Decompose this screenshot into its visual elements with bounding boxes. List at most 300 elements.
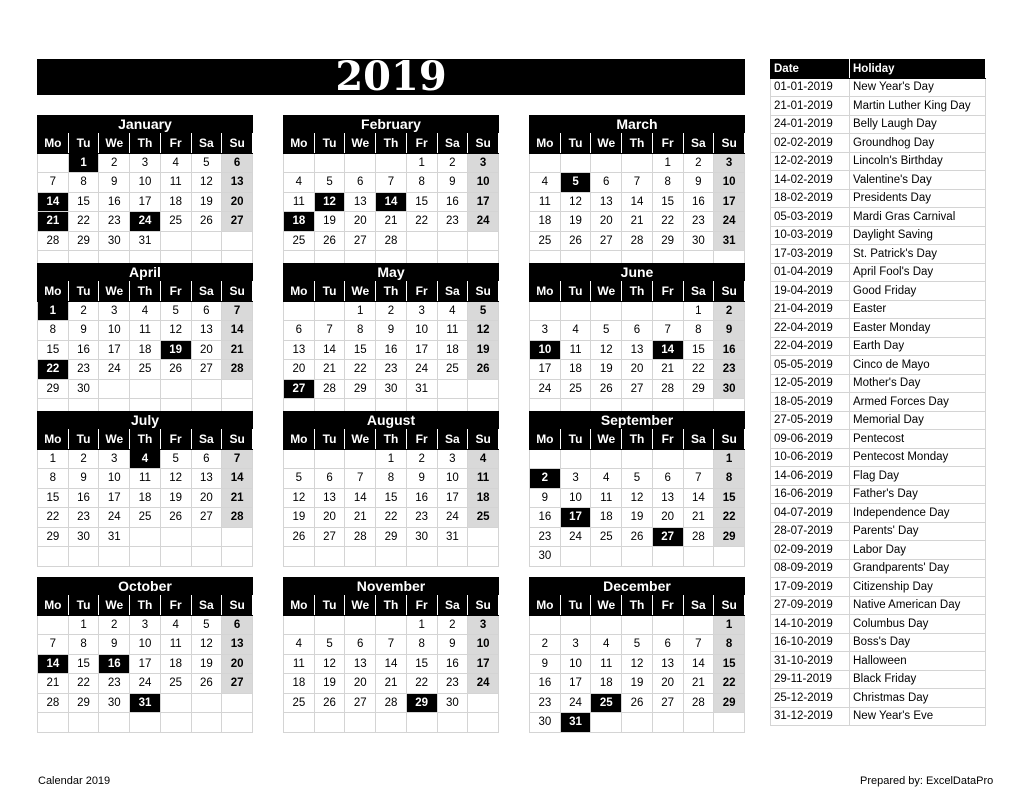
empty-cell [530,301,561,321]
week-row [38,379,253,399]
day-cell: 29 [683,379,714,399]
weekday-label: Th [622,134,653,154]
empty-cell [622,615,653,635]
day-cell: 26 [468,360,499,380]
day-cell: 12 [591,340,622,360]
holiday-row [771,485,986,504]
day-cell: 29 [68,693,99,713]
day-cell: 27 [622,379,653,399]
weekday-label: Fr [160,134,191,154]
empty-cell [191,713,222,733]
day-cell: 6 [191,301,222,321]
day-cell: 19 [468,340,499,360]
day-cell: 17 [468,192,499,212]
weekday-label: Tu [560,430,591,450]
holiday-date: 05-03-2019 [771,208,850,227]
day-cell: 28 [652,379,683,399]
empty-cell [284,547,315,567]
holiday-name: New Year's Eve [850,707,986,726]
day-cell: 9 [714,321,745,341]
weekday-label: Th [622,430,653,450]
week-row [530,379,745,399]
empty-cell [99,379,130,399]
day-cell: 3 [468,153,499,173]
day-cell: 14 [376,654,407,674]
day-cell: 7 [652,321,683,341]
day-cell: 25 [130,360,161,380]
month-grid [529,133,745,271]
weekday-label: Mo [530,596,561,616]
holiday-date: 01-01-2019 [771,78,850,97]
empty-cell [345,547,376,567]
day-cell: 5 [160,449,191,469]
day-cell: 17 [130,654,161,674]
day-cell: 30 [99,693,130,713]
day-cell: 16 [530,674,561,694]
day-cell: 3 [99,301,130,321]
empty-cell [191,527,222,547]
empty-cell [622,301,653,321]
holiday-name: April Fool's Day [850,263,986,282]
day-cell: 5 [160,301,191,321]
holiday-row [771,97,986,116]
day-cell: 28 [345,527,376,547]
weekday-label: Th [130,596,161,616]
week-row [284,449,499,469]
empty-cell [130,379,161,399]
week-row [284,469,499,489]
day-cell: 23 [530,693,561,713]
holiday-name: Black Friday [850,670,986,689]
day-cell: 1 [376,449,407,469]
day-cell: 21 [376,212,407,232]
day-cell: 7 [683,469,714,489]
weekday-header-row [38,430,253,450]
day-cell: 16 [530,508,561,528]
day-cell: 9 [68,321,99,341]
month-title: March [529,115,745,133]
empty-cell [530,615,561,635]
empty-cell [284,301,315,321]
empty-cell [38,153,69,173]
day-cell: 7 [376,635,407,655]
empty-cell [345,449,376,469]
holiday-name: Presidents Day [850,189,986,208]
holiday-name: Mother's Day [850,374,986,393]
holiday-name: Independence Day [850,504,986,523]
weekday-header-row [284,134,499,154]
day-cell: 3 [530,321,561,341]
day-cell: 21 [652,360,683,380]
day-cell: 20 [652,508,683,528]
day-cell: 7 [314,321,345,341]
holiday-row [771,633,986,652]
empty-cell [591,301,622,321]
day-cell: 29 [714,693,745,713]
day-cell: 24 [468,674,499,694]
weekday-label: Tu [314,430,345,450]
day-cell: 30 [530,713,561,733]
day-cell: 25 [130,508,161,528]
holiday-date: 29-11-2019 [771,670,850,689]
day-cell: 23 [530,527,561,547]
day-cell: 22 [714,674,745,694]
day-cell: 18 [160,192,191,212]
day-cell: 12 [560,192,591,212]
day-cell: 7 [622,173,653,193]
day-cell: 18 [130,340,161,360]
week-row [38,301,253,321]
week-row [530,469,745,489]
holiday-day-cell: 19 [160,340,191,360]
day-cell: 15 [38,488,69,508]
day-cell: 15 [406,654,437,674]
day-cell: 28 [38,693,69,713]
holiday-name: Columbus Day [850,615,986,634]
weekday-label: Fr [406,134,437,154]
day-cell: 11 [130,469,161,489]
weekday-label: Th [376,596,407,616]
day-cell: 1 [345,301,376,321]
day-cell: 13 [314,488,345,508]
day-cell: 22 [406,674,437,694]
day-cell: 1 [714,449,745,469]
holiday-date: 17-09-2019 [771,578,850,597]
empty-cell [376,153,407,173]
week-row [530,615,745,635]
day-cell: 25 [284,231,315,251]
week-row [38,231,253,251]
weekday-label: Su [714,596,745,616]
day-cell: 13 [591,192,622,212]
day-cell: 12 [622,654,653,674]
day-cell: 9 [68,469,99,489]
week-row [284,231,499,251]
month-grid [283,133,499,271]
holiday-row [771,559,986,578]
day-cell: 4 [284,173,315,193]
day-cell: 12 [191,635,222,655]
holiday-row [771,374,986,393]
day-cell: 28 [314,379,345,399]
holiday-name: Pentecost Monday [850,448,986,467]
holiday-date: 10-03-2019 [771,226,850,245]
day-cell: 29 [652,231,683,251]
holiday-day-cell: 14 [38,654,69,674]
weekday-label: Mo [530,430,561,450]
empty-cell [683,449,714,469]
empty-cell [437,713,468,733]
day-cell: 3 [437,449,468,469]
day-cell: 23 [68,360,99,380]
empty-cell [222,527,253,547]
empty-cell [468,693,499,713]
day-cell: 2 [714,301,745,321]
day-cell: 8 [406,173,437,193]
empty-cell [191,379,222,399]
week-row [38,527,253,547]
holiday-date: 21-04-2019 [771,300,850,319]
day-cell: 3 [560,469,591,489]
day-cell: 6 [222,615,253,635]
empty-cell [130,547,161,567]
day-cell: 28 [622,231,653,251]
day-cell: 28 [222,360,253,380]
day-cell: 26 [284,527,315,547]
week-row [530,212,745,232]
weekday-label: Sa [683,134,714,154]
holiday-row [771,652,986,671]
day-cell: 9 [376,321,407,341]
day-cell: 9 [406,469,437,489]
day-cell: 7 [222,449,253,469]
week-row [530,547,745,567]
weekday-label: Tu [560,282,591,302]
month-title: December [529,577,745,595]
month-grid [37,281,253,419]
weekday-label: We [345,596,376,616]
weekday-label: Sa [437,430,468,450]
day-cell: 8 [652,173,683,193]
week-row [530,153,745,173]
day-cell: 6 [191,449,222,469]
day-cell: 21 [683,508,714,528]
holiday-table [770,59,986,726]
week-row [284,693,499,713]
day-cell: 11 [284,192,315,212]
week-row [284,340,499,360]
holiday-row [771,689,986,708]
day-cell: 14 [345,488,376,508]
day-cell: 4 [284,635,315,655]
day-cell: 28 [683,693,714,713]
day-cell: 11 [160,635,191,655]
empty-cell [468,379,499,399]
day-cell: 10 [714,173,745,193]
day-cell: 20 [652,674,683,694]
weekday-label: Mo [284,134,315,154]
day-cell: 9 [437,173,468,193]
day-cell: 14 [683,654,714,674]
day-cell: 25 [560,379,591,399]
day-cell: 26 [591,379,622,399]
day-cell: 12 [284,488,315,508]
weekday-label: Mo [284,596,315,616]
day-cell: 17 [99,488,130,508]
holiday-name: Lincoln's Birthday [850,152,986,171]
day-cell: 13 [222,635,253,655]
day-cell: 6 [345,173,376,193]
empty-cell [160,713,191,733]
month-grid [37,429,253,567]
weekday-label: Su [222,596,253,616]
day-cell: 5 [468,301,499,321]
empty-cell [130,527,161,547]
day-cell: 16 [376,340,407,360]
day-cell: 13 [191,469,222,489]
weekday-label: Mo [530,282,561,302]
empty-cell [406,713,437,733]
day-cell: 27 [652,693,683,713]
week-row [530,674,745,694]
day-cell: 25 [160,212,191,232]
date-column-header: Date [771,60,850,79]
day-cell: 23 [68,508,99,528]
holiday-name: Native American Day [850,596,986,615]
day-cell: 11 [560,340,591,360]
weekday-label: We [99,596,130,616]
holiday-date: 02-09-2019 [771,541,850,560]
holiday-day-cell: 27 [284,379,315,399]
week-row [38,713,253,733]
holiday-date: 04-07-2019 [771,504,850,523]
day-cell: 20 [345,212,376,232]
day-cell: 23 [714,360,745,380]
day-cell: 18 [591,674,622,694]
holiday-row [771,393,986,412]
empty-cell [591,449,622,469]
empty-cell [560,301,591,321]
day-cell: 3 [468,615,499,635]
weekday-label: Tu [68,596,99,616]
day-cell: 28 [376,231,407,251]
holiday-date: 08-09-2019 [771,559,850,578]
day-cell: 10 [130,173,161,193]
day-cell: 6 [652,469,683,489]
weekday-label: Sa [437,134,468,154]
empty-cell [652,713,683,733]
day-cell: 5 [191,153,222,173]
empty-cell [437,231,468,251]
day-cell: 17 [130,192,161,212]
empty-cell [191,693,222,713]
week-row [284,321,499,341]
day-cell: 18 [560,360,591,380]
day-cell: 26 [560,231,591,251]
holiday-date: 10-06-2019 [771,448,850,467]
day-cell: 28 [38,231,69,251]
day-cell: 22 [714,508,745,528]
day-cell: 11 [468,469,499,489]
day-cell: 27 [345,231,376,251]
holiday-name: St. Patrick's Day [850,245,986,264]
week-row [38,153,253,173]
holiday-date: 21-01-2019 [771,97,850,116]
weekday-label: Th [376,282,407,302]
day-cell: 22 [683,360,714,380]
day-cell: 12 [160,469,191,489]
weekday-label: Su [468,282,499,302]
day-cell: 9 [99,173,130,193]
month-december [529,577,745,733]
empty-cell [714,547,745,567]
weekday-label: Mo [38,596,69,616]
month-june [529,263,745,419]
day-cell: 21 [622,212,653,232]
weekday-label: Sa [437,596,468,616]
holiday-date: 24-01-2019 [771,115,850,134]
day-cell: 29 [714,527,745,547]
empty-cell [191,231,222,251]
holiday-name: Memorial Day [850,411,986,430]
week-row [38,192,253,212]
weekday-label: We [345,134,376,154]
week-row [284,192,499,212]
day-cell: 15 [38,340,69,360]
day-cell: 29 [345,379,376,399]
empty-cell [160,547,191,567]
empty-cell [437,379,468,399]
week-row [284,153,499,173]
empty-cell [560,449,591,469]
day-cell: 13 [622,340,653,360]
day-cell: 31 [714,231,745,251]
day-cell: 24 [468,212,499,232]
day-cell: 23 [437,674,468,694]
empty-cell [652,301,683,321]
holiday-name: Daylight Saving [850,226,986,245]
year-title: 2019 [37,59,745,95]
weekday-label: Su [468,430,499,450]
weekday-label: Th [376,430,407,450]
weekday-label: Sa [683,282,714,302]
day-cell: 22 [38,508,69,528]
empty-cell [160,231,191,251]
day-cell: 5 [191,615,222,635]
weekday-label: Fr [406,430,437,450]
day-cell: 10 [130,635,161,655]
day-cell: 2 [376,301,407,321]
day-cell: 2 [99,153,130,173]
empty-cell [652,547,683,567]
day-cell: 18 [530,212,561,232]
holiday-name: Belly Laugh Day [850,115,986,134]
week-row [284,488,499,508]
weekday-label: Sa [437,282,468,302]
holiday-day-cell: 27 [652,527,683,547]
day-cell: 1 [683,301,714,321]
holiday-date: 18-02-2019 [771,189,850,208]
day-cell: 8 [38,321,69,341]
day-cell: 3 [130,615,161,635]
week-row [284,635,499,655]
day-cell: 28 [683,527,714,547]
day-cell: 23 [376,360,407,380]
day-cell: 17 [714,192,745,212]
day-cell: 25 [437,360,468,380]
week-row [38,469,253,489]
day-cell: 24 [99,508,130,528]
holiday-date: 22-04-2019 [771,319,850,338]
day-cell: 14 [314,340,345,360]
week-row [38,212,253,232]
week-row [530,508,745,528]
day-cell: 27 [222,212,253,232]
holiday-day-cell: 21 [38,212,69,232]
month-october [37,577,253,733]
weekday-label: Fr [406,596,437,616]
day-cell: 24 [437,508,468,528]
holiday-row [771,263,986,282]
week-row [38,321,253,341]
holiday-row [771,115,986,134]
empty-cell [160,527,191,547]
day-cell: 30 [68,379,99,399]
empty-cell [591,153,622,173]
holiday-date: 18-05-2019 [771,393,850,412]
day-cell: 11 [591,488,622,508]
week-row [284,508,499,528]
